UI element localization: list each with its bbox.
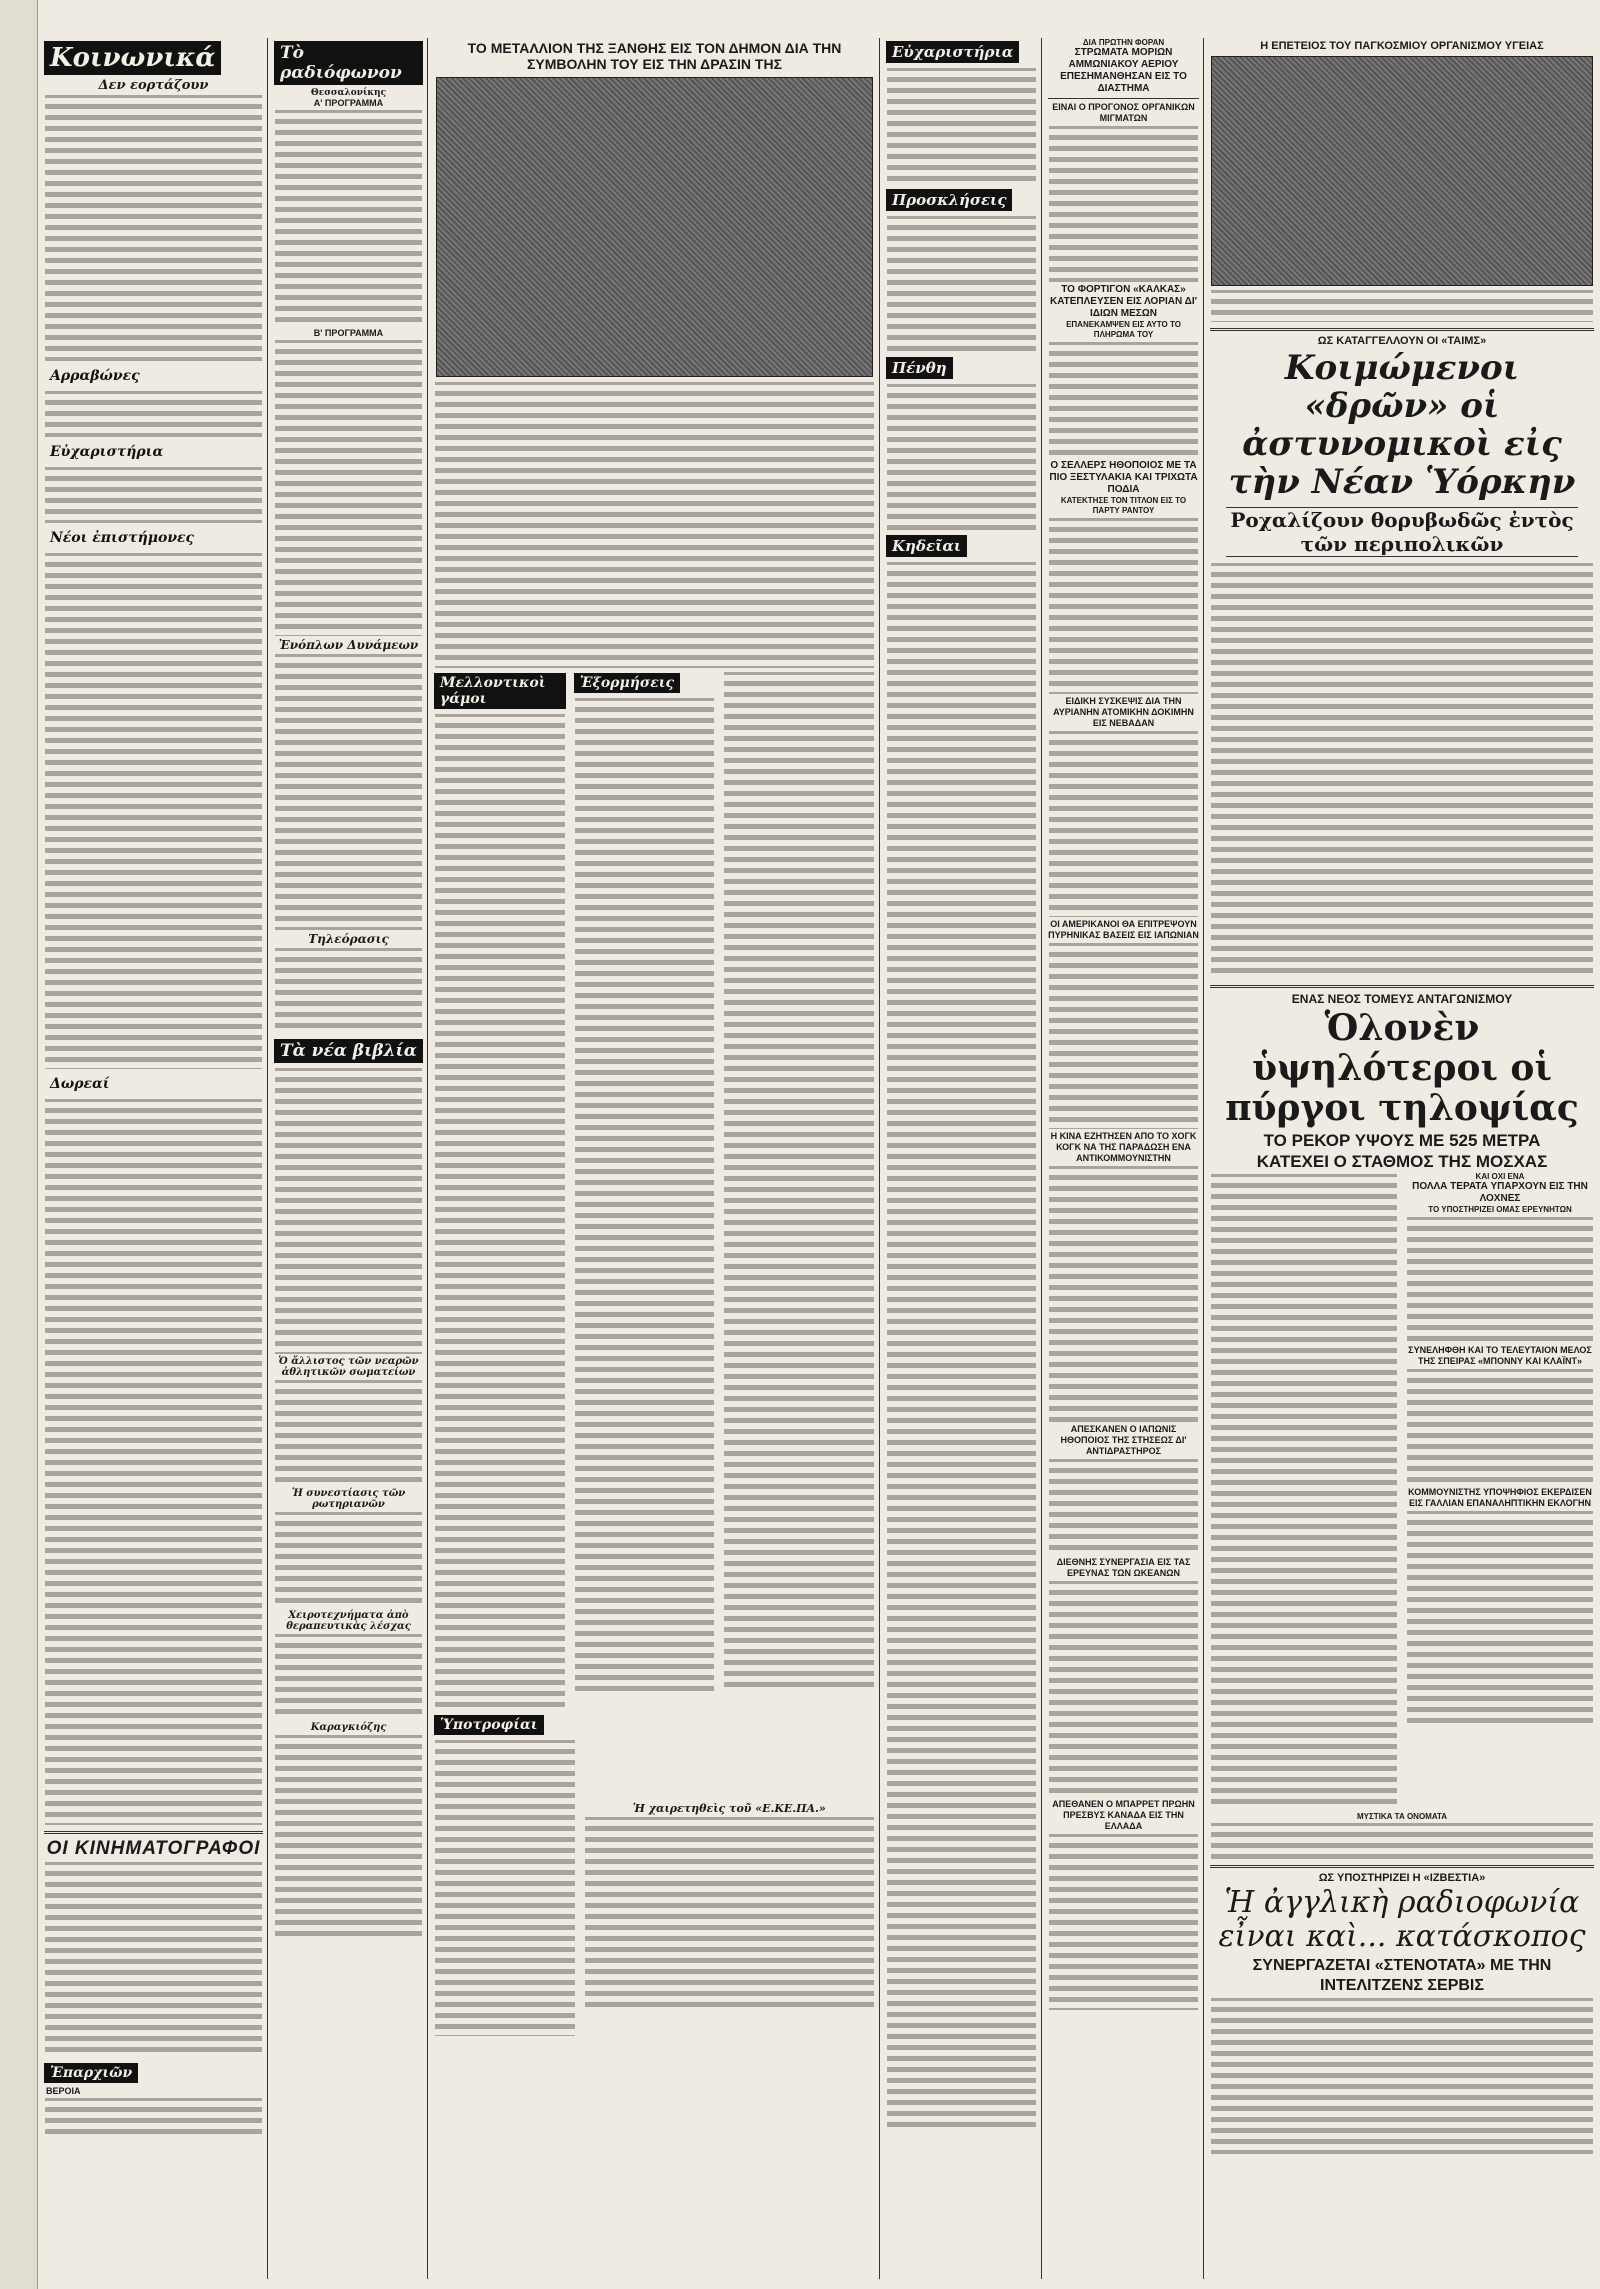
col5-text-f (1044, 1164, 1203, 1424)
epeteios-headline: Η ΕΠΕΤΕΙΟΣ ΤΟΥ ΠΑΓΚΟΣΜΙΟΥ ΟΡΓΑΝΙΣΜΟΥ ΥΓΕΙΑΣ (1260, 40, 1544, 52)
section-prosklisis: Προσκλήσεις (886, 189, 1012, 211)
h9-barret: ΑΠΕΘΑΝΕΝ Ο ΜΠΑΡΡΕΤ ΠΡΩΗΝ ΠΡΕΣΒΥΣ ΚΑΝΑΔΑ ΕΙΣ ΤΗΝ ΕΛΛΑΔΑ (1052, 1799, 1195, 1831)
col6-text-e (1402, 1509, 1598, 1729)
col6-text-a (1206, 561, 1598, 981)
kai-oxi-label: ΚΑΙ ΟΧΙ ΕΝΑ (1475, 1172, 1525, 1181)
col6-text-g (1206, 1996, 1598, 2156)
ekepa-heading: Ἡ χαιρετηθεὶς τοῦ «Ε.ΚΕ.ΠΑ.» (632, 1802, 826, 1815)
section-koinonika: Κοινωνικά (44, 41, 221, 75)
polla-terata: ΠΟΛΛΑ ΤΕΡΑΤΑ ΥΠΑΡΧΟΥΝ ΕΙΣ ΤΗΝ ΛΟΧΝΕΣ (1412, 1181, 1588, 1204)
col1-text-e (40, 1097, 267, 1827)
col1-text-b (40, 389, 267, 439)
col2-text-d (270, 946, 427, 1036)
col5-text-a (1044, 124, 1203, 284)
col1-text-g (40, 2096, 267, 2136)
big-headline-3: Ἡ ἀγγλικὴ ραδιοφωνία εἶναι καὶ... κατάσκοπος (1218, 1885, 1586, 1954)
h1b-progonos: ΕΙΝΑΙ Ο ΠΡΟΓΟΝΟΣ ΟΡΓΑΝΙΚΩΝ ΜΙΓΜΑΤΩΝ (1052, 102, 1195, 123)
neos-tomeus-label: ΕΝΑΣ ΝΕΟΣ ΤΟΜΕΥΣ ΑΝΤΑΓΩΝΙΣΜΟΥ (1291, 992, 1513, 1006)
column-1 (40, 38, 268, 2279)
col6-text-d (1402, 1367, 1598, 1487)
col5-text-c (1044, 516, 1203, 696)
col1-text-a (40, 93, 267, 363)
col1-text-f (40, 1860, 267, 2060)
h5-amerikanoi: ΟΙ ΑΜΕΡΙΚΑΝΟΙ ΘΑ ΕΠΙΤΡΕΨΟΥΝ ΠΥΡΗΝΙΚΑΣ ΒΑΣΕΙΣ ΕΙΣ ΙΑΠΩΝΙΑΝ (1048, 919, 1199, 940)
xanthi-photo (436, 77, 873, 377)
col1-text-d (40, 551, 267, 1071)
sub-headline-1: Ροχαλίζουν θορυβωδῶς ἐντὸς τῶν περιπολικῶν (1226, 507, 1578, 557)
section-penthi: Πένθη (886, 357, 953, 379)
section-efxaristeria: Εὐχαριστήρια (50, 444, 164, 460)
col2-text-g (270, 1510, 427, 1610)
section-radiophonon: Τὸ ραδιόφωνον (274, 41, 423, 85)
section-arravones: Αρραβώνες (50, 368, 140, 384)
col2-text-c (270, 652, 427, 932)
col2-text-i (270, 1733, 427, 1943)
section-mellontikoi-gamoi: Μελλοντικοὶ γάμοι (434, 673, 566, 709)
allistos-heading: Ὁ ἄλλιστος τῶν νεαρῶν ἀθλητικῶν σωματείων (278, 1356, 419, 1378)
col5-text-h (1044, 1579, 1203, 1799)
col4-text-d (882, 560, 1041, 2130)
big-headline-2: Ὁλονὲν ὑψηλότεροι οἱ πύργοι τηλοψίας (1225, 1007, 1579, 1129)
col5-text-g (1044, 1457, 1203, 1557)
section-neoi-epistimones: Νέοι ἐπιστήμονες (50, 530, 195, 546)
photo-caption (1206, 288, 1598, 324)
veroia-label: ΒΕΡΟΙΑ (46, 2086, 81, 2096)
col1-text-c (40, 465, 267, 525)
karagkiozis-heading: Καραγκιόζης (310, 1722, 387, 1733)
section-efxaristiria-2: Εὐχαριστήρια (886, 41, 1019, 63)
h4-nevada: ΕΙΔΙΚΗ ΣΥΣΚΕΨΙΣ ΔΙΑ ΤΗΝ ΑΥΡΙΑΝΗΝ ΑΤΟΜΙΚΗΝ ΔΟΚΙΜΗΝ ΕΙΣ ΝΕΒΑΔΑΝ (1053, 696, 1194, 728)
col2-text-h (270, 1632, 427, 1722)
col3-text-f (580, 1815, 879, 2015)
synestiaseis-heading: Ἡ συνεστίασις τῶν ρωτηριανῶν (291, 1488, 406, 1510)
b-programma: Β' ΠΡΟΓΡΑΜΜΑ (313, 328, 384, 338)
col5-text-b (1044, 340, 1203, 460)
kommounistis-headline: ΚΟΜΜΟΥΝΙΣΤΗΣ ΥΠΟΨΗΦΙΟΣ ΕΚΕΡΔΙΣΕΝ ΕΙΣ ΓΑΛΛΙΑΝ ΕΠΑΝΑΛΗΠΤΙΚΗΝ ΕΚΛΟΓΗΝ (1408, 1487, 1592, 1508)
col2-text-b (270, 338, 427, 638)
section-ypotrofiai: Ὑποτροφίαι (434, 1715, 544, 1735)
col2-text-e (270, 1066, 427, 1356)
col4-text-a (882, 66, 1041, 186)
left-margin (0, 0, 38, 2289)
col6-text-f (1206, 1821, 1598, 1861)
times-label: ΩΣ ΚΑΤΑΓΓΕΛΛΟΥΝ ΟΙ «ΤΑΙΜΣ» (1317, 335, 1487, 347)
synelifthi-headline: ΣΥΝΕΛΗΦΘΗ ΚΑΙ ΤΟ ΤΕΛΕΥΤΑΙΟΝ ΜΕΛΟΣ ΤΗΣ ΣΠΕΙΡΑΣ «ΜΠΟΝΝΥ ΚΑΙ ΚΛΑΪΝΤ» (1408, 1345, 1592, 1366)
col3-text-b (430, 712, 570, 1712)
col6-text-c (1402, 1215, 1598, 1345)
col2-text-a (270, 108, 427, 328)
izvestia-label: ΩΣ ΥΠΟΣΤΗΡΙΖΕΙ Η «ΙΖΒΕΣΤΙΑ» (1318, 1872, 1486, 1884)
synergazetai-headline: ΣΥΝΕΡΓΑΖΕΤΑΙ «ΣΤΕΝΟΤΑΤΑ» ΜΕ ΤΗΝ ΙΝΤΕΛΙΤΖΕΝΣ ΣΕΡΒΙΣ (1252, 1957, 1552, 1994)
h8-okeanoi: ΔΙΕΘΝΗΣ ΣΥΝΕΡΓΑΣΙΑ ΕΙΣ ΤΑΣ ΕΡΕΥΝΑΣ ΤΩΝ ΩΚΕΑΝΩΝ (1056, 1557, 1191, 1578)
section-eparchion: Ἐπαρχιῶν (44, 2063, 138, 2083)
column-3 (430, 38, 880, 2279)
tileorasis-label: Τηλεόρασις (308, 932, 389, 946)
column-5 (1044, 38, 1204, 2279)
section-eksormiseis: Ἐξορμήσεις (574, 673, 680, 693)
h2-kalkas: ΤΟ ΦΟΡΤΙΓΟΝ «ΚΑΛΚΑΣ» ΚΑΤΕΠΛΕΥΣΕΝ ΕΙΣ ΛΟΡΙΑΝ ΔΙ' ΙΔΙΩΝ ΜΕΣΩΝ (1050, 284, 1197, 319)
den-eortazoun: Δεν εορτάζουν (98, 78, 209, 93)
h3-sellers: Ο ΣΕΛΛΕΡΣ ΗΘΟΠΟΙΟΣ ΜΕ ΤΑ ΠΙΟ ΞΕΣΤΥΛΑΚΙΑ ΚΑΙ ΤΡΙΧΩΤΑ ΠΟΔΙΑ (1049, 460, 1198, 495)
col3-text-a (430, 380, 879, 670)
thessalonikis-label: Θεσσαλονίκης (310, 88, 387, 98)
col5-text-d (1044, 729, 1203, 919)
rekor-headline: ΤΟ ΡΕΚΟΡ ΥΨΟΥΣ ΜΕ 525 ΜΕΤΡΑ (1263, 1131, 1541, 1150)
col3-text-d (719, 670, 879, 1690)
section-kideiai: Κηδεῖαι (886, 535, 967, 557)
col4-text-c (882, 382, 1041, 532)
col4-text-b (882, 214, 1041, 354)
enoplon-label: Ἐνόπλων Δυνάμεων (278, 638, 419, 652)
big-headline-1: Κοιμώμενοι «δρῶν» οἱ ἀστυνομικοὶ εἰς τὴν Νέαν Ὑόρκην (1228, 348, 1576, 502)
h2b-pliroma: ΕΠΑΝΕΚΑΜΨΕΝ ΕΙΣ ΑΥΤΟ ΤΟ ΠΛΗΡΩΜΑ ΤΟΥ (1066, 320, 1181, 339)
xeirotexnimata-heading: Χειροτεχνήματα ἀπὸ θεραπευτικὰς λέσχας (286, 1610, 411, 1632)
h1-ammonia: ΣΤΡΩΜΑΤΑ ΜΟΡΙΩΝ ΑΜΜΩΝΙΑΚΟΥ ΑΕΡΙΟΥ ΕΠΕΣΗΜΑΝΘΗΣΑΝ ΕΙΣ ΤΟ ΔΙΑΣΤΗΜΑ (1060, 47, 1187, 94)
col2-text-f (270, 1378, 427, 1488)
ypopsifioi-label: ΤΟ ΥΠΟΣΤΗΡΙΖΕΙ ΟΜΑΣ ΕΡΕΥΝΗΤΩΝ (1428, 1205, 1572, 1214)
column-6 (1206, 38, 1598, 2279)
col3-text-c (570, 696, 720, 1696)
katexei-headline: ΚΑΤΕΧΕΙ Ο ΣΤΑΘΜΟΣ ΤΗΣ ΜΟΣΧΑΣ (1256, 1152, 1548, 1171)
col5-text-e (1044, 941, 1203, 1131)
xanthi-headline: ΤΟ ΜΕΤΑΛΛΙΟΝ ΤΗΣ ΞΑΝΘΗΣ ΕΙΣ ΤΟΝ ΔΗΜΟΝ ΔΙΑ ΤΗΝ ΣΥΜΒΟΛΗΝ ΤΟΥ ΕΙΣ ΤΗΝ ΔΡΑΣΙΝ ΤΗΣ (467, 40, 842, 72)
who-photo (1211, 56, 1593, 286)
col5-text-i (1044, 1832, 1203, 2012)
dia-prwti-fora: ΔΙΑ ΠΡΩΤΗΝ ΦΟΡΑΝ (1082, 38, 1165, 47)
mystika-label: ΜΥΣΤΙΚΑ ΤΑ ΟΝΟΜΑΤΑ (1356, 1812, 1448, 1821)
h3b-titlos: ΚΑΤΕΚΤΗΣΕ ΤΟΝ ΤΙΤΛΟΝ ΕΙΣ ΤΟ ΠΑΡΤΥ ΡΑΝΤΟΥ (1060, 496, 1187, 515)
h6-kina: Η ΚΙΝΑ ΕΖΗΤΗΣΕΝ ΑΠΟ ΤΟ ΧΟΓΚ ΚΟΓΚ ΝΑ ΤΗΣ ΠΑΡΑΔΩΣΗ ΕΝΑ ΑΝΤΙΚΟΜΜΟΥΝΙΣΤΗΝ (1050, 1131, 1197, 1163)
section-dorea: Δωρεαί (50, 1076, 110, 1092)
section-ta-nea-vivlia: Τὰ νέα βιβλία (274, 1039, 423, 1063)
column-4 (882, 38, 1042, 2279)
a-programma: Α' ΠΡΟΓΡΑΜΜΑ (313, 98, 384, 108)
section-kinimatografoi: ΟΙ ΚΙΝΗΜΑΤΟΓΡΑΦΟΙ (46, 1838, 261, 1859)
h7-iaponis: ΑΠΕΣΚΑΝΕΝ Ο ΙΑΠΩΝΙΣ ΗΘΟΠΟΙΟΣ ΤΗΣ ΣΤΗΣΕΩΣ ΔΙ' ΑΝΤΙΔΡΑΣΤΗΡΟΣ (1060, 1424, 1187, 1456)
col3-text-e (430, 1738, 580, 2038)
column-2 (270, 38, 428, 2279)
col6-text-b (1206, 1172, 1402, 1812)
